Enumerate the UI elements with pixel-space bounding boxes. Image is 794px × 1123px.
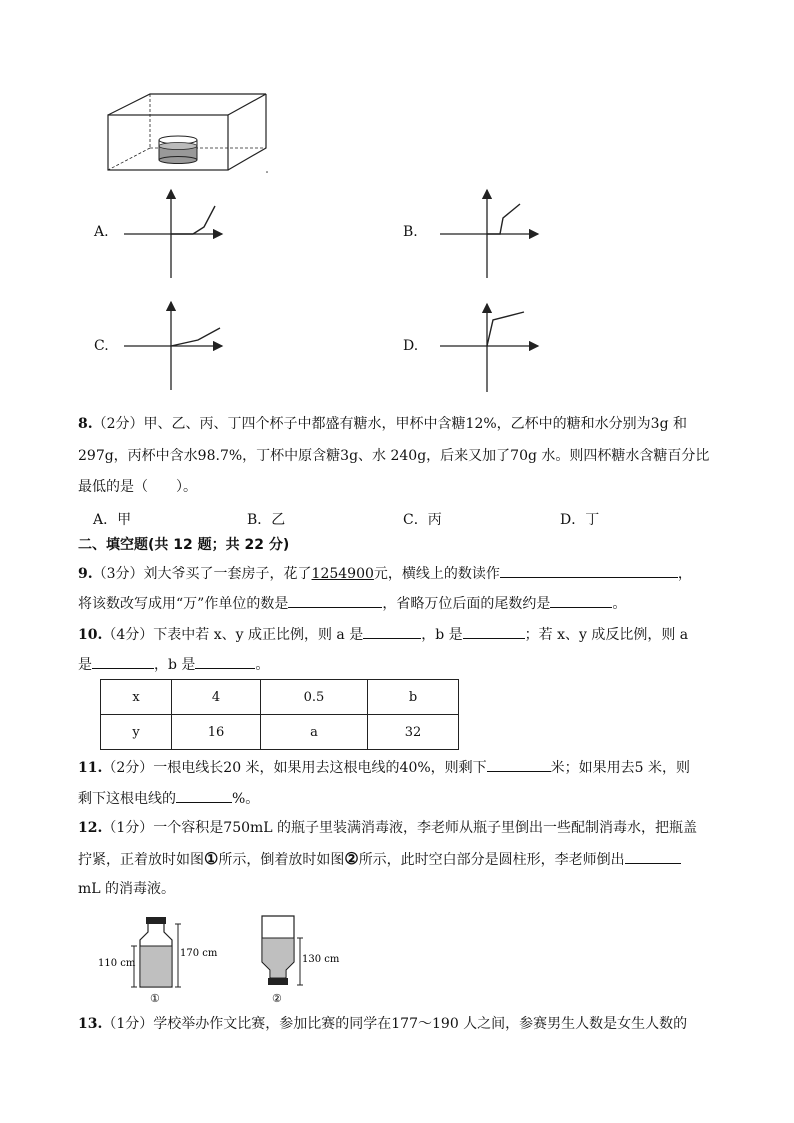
q10-number: 10. xyxy=(78,627,103,643)
q9-score: （3分） xyxy=(92,566,144,582)
q11-line1 xyxy=(78,756,690,778)
q12-number: 12. xyxy=(78,820,103,836)
table-cell: 4 xyxy=(172,680,261,715)
q13-text: 学校举办作文比赛，参加比赛的同学在177～190 人之间，参赛男生人数是女生人数的 xyxy=(153,1016,688,1032)
bottle1-right-label: 170 cm xyxy=(180,948,218,959)
table-row xyxy=(101,680,459,715)
q11-text: 米；如果用去5 米，则 xyxy=(550,760,691,776)
option-d-label: D. xyxy=(403,338,419,354)
q9-text: 将该数改写成用“万”作单位的数是 xyxy=(78,596,289,612)
section-title: 二、填空题(共 12 题；共 22 分) xyxy=(78,537,290,553)
bottle1-caption: ① xyxy=(150,992,160,1004)
q10-line1 xyxy=(78,623,688,645)
option-d-graph xyxy=(434,300,544,394)
q12-line3: mL 的消毒液。 xyxy=(78,881,176,897)
q9-blank-reading[interactable] xyxy=(500,562,678,578)
q10-table xyxy=(100,679,459,750)
q12-text: 一个容积是750mL 的瓶子里装满消毒液，李老师从瓶子里倒出一些配制消毒水，把瓶盖 xyxy=(153,820,698,836)
q13-line1 xyxy=(78,1014,687,1034)
q11-number: 11. xyxy=(78,760,103,776)
q10-text: ，b 是 xyxy=(421,627,463,643)
q11-text: %。 xyxy=(232,791,260,807)
table-row xyxy=(101,715,459,750)
box-with-cup-figure xyxy=(100,88,275,178)
q10-blank-b2[interactable] xyxy=(195,653,255,669)
bottle-figure-2 xyxy=(250,912,350,1004)
q13-score: （1分） xyxy=(102,1016,154,1032)
table-cell: 16 xyxy=(172,715,261,750)
q8-line2: 297g，丙杯中含水98.7%，丁杯中原含糖3g、水 240g，后来又加了70g 水。则四杯糖水含糖百分比 xyxy=(78,448,710,464)
q8-text: 甲、乙、丙、丁四个杯子中都盛有糖水，甲杯中含糖12%，乙杯中的糖和水分别为3g 和 xyxy=(143,416,687,432)
q10-blank-b1[interactable] xyxy=(463,623,525,639)
q10-blank-a1[interactable] xyxy=(363,623,421,639)
table-cell: a xyxy=(261,715,368,750)
q11-text: 剩下这根电线的 xyxy=(78,791,176,807)
table-cell: 32 xyxy=(368,715,459,750)
q10-text: 。 xyxy=(255,657,270,673)
option-a-label: A. xyxy=(94,224,109,240)
q8-score: （2分） xyxy=(92,416,144,432)
q10-text: ，b 是 xyxy=(154,657,196,673)
q9-number: 9. xyxy=(78,566,93,582)
q10-text: ；若 x、y 成反比例，则 a xyxy=(524,627,689,643)
q9-text: ，省略万位后面的尾数约是 xyxy=(382,596,551,612)
option-a-graph xyxy=(118,186,228,280)
bottle2-right-label: 130 cm xyxy=(302,954,340,965)
q10-score: （4分） xyxy=(102,627,154,643)
q8-number: 8. xyxy=(78,416,93,432)
q12-blank-ml[interactable] xyxy=(625,848,681,864)
q10-text: 下表中若 x、y 成正比例，则 a 是 xyxy=(153,627,364,643)
q11-blank-meters[interactable] xyxy=(487,756,551,772)
q11-text: 一根电线长20 米，如果用去这根电线的40%，则剩下 xyxy=(153,760,487,776)
bottle2-caption: ② xyxy=(272,992,282,1004)
q11-score: （2分） xyxy=(102,760,154,776)
q12-fig1-ref: ① xyxy=(204,849,219,868)
q11-line2 xyxy=(78,787,259,809)
q11-blank-percent[interactable] xyxy=(176,787,232,803)
q12-text: 所示，此时空白部分是圆柱形，李老师倒出 xyxy=(358,852,625,868)
q12-text: 所示，倒着放时如图 xyxy=(218,852,345,868)
q8-line1 xyxy=(78,414,687,434)
q9-text: 刘大爷买了一套房子，花了 xyxy=(143,566,312,582)
q10-text: 是 xyxy=(78,657,92,673)
q8-choice-c[interactable]: C．丙 xyxy=(403,512,442,528)
q10-line2 xyxy=(78,653,269,675)
option-b-label: B. xyxy=(403,224,418,240)
q9-text: 。 xyxy=(612,596,627,612)
q9-blank-wan[interactable] xyxy=(288,592,382,608)
table-cell: 0.5 xyxy=(261,680,368,715)
q8-choice-a[interactable]: A．甲 xyxy=(93,512,132,528)
q9-line1 xyxy=(78,562,692,584)
q12-line1 xyxy=(78,818,697,838)
q12-fig2-ref: ② xyxy=(344,849,359,868)
table-cell: y xyxy=(101,715,172,750)
q12-text: 拧紧，正着放时如图 xyxy=(78,852,204,868)
q8-line3: 最低的是（ ）。 xyxy=(78,479,197,495)
q10-blank-a2[interactable] xyxy=(92,653,154,669)
q9-text: ， xyxy=(677,566,692,582)
q9-line2 xyxy=(78,592,626,614)
q12-line2 xyxy=(78,848,681,870)
q9-blank-approx[interactable] xyxy=(550,592,612,608)
bottle-figure-1 xyxy=(96,912,226,1004)
q8-choice-b[interactable]: B．乙 xyxy=(247,512,286,528)
bottle1-left-label: 110 cm xyxy=(98,958,136,969)
q13-number: 13. xyxy=(78,1016,103,1032)
q12-score: （1分） xyxy=(102,820,154,836)
table-cell: x xyxy=(101,680,172,715)
q9-amount: 1254900 xyxy=(311,566,374,582)
option-c-label: C. xyxy=(94,338,109,354)
q9-text: 元，横线上的数读作 xyxy=(373,566,500,582)
option-c-graph xyxy=(118,298,228,392)
q8-choice-d[interactable]: D．丁 xyxy=(560,512,600,528)
table-cell: b xyxy=(368,680,459,715)
option-b-graph xyxy=(434,186,544,280)
